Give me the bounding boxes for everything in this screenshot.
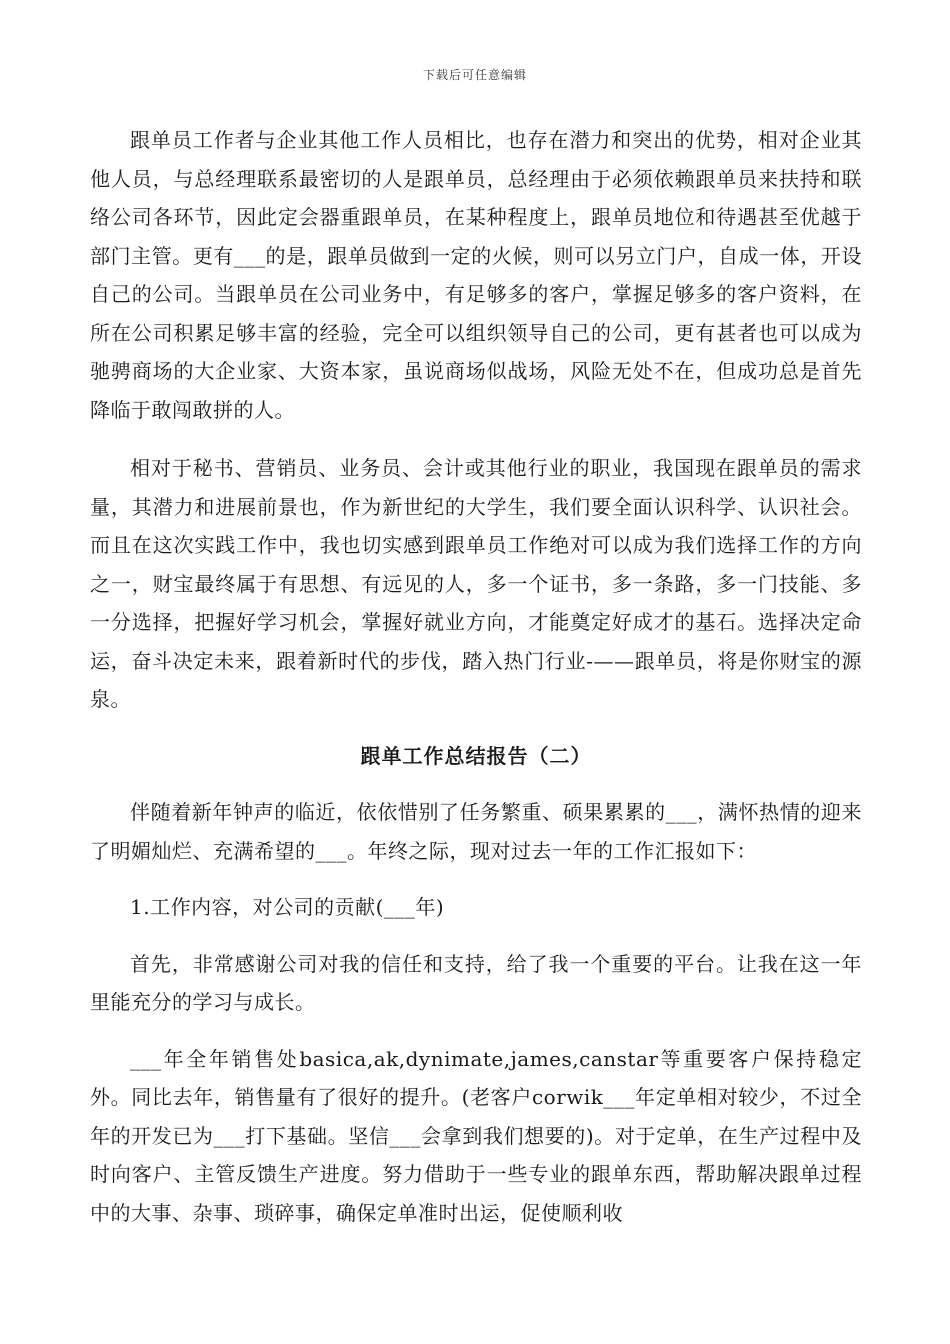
paragraph-advantages: 跟单员工作者与企业其他工作人员相比，也存在潜力和突出的优势，相对企业其他人员，与总经理联系最密切的人是跟单员，总经理由于必须依赖跟单员来扶持和联络公司各环节，因此定会器重跟单员，在某种程度上，跟单员地位和待遇甚至优越于部门主管。更有___的是，跟单员做到一定的火候，则可以另立门户，自成一体，开设自己的公司。当跟单员在公司业务中，有足够多的客户，掌握足够多的客户资料，在所在公司积累足够丰富的经验，完全可以组织领导自己的公司，更有甚者也可以成为驰骋商场的大企业家、大资本家，虽说商场似战场，风险无处不在，但成功总是首先降临于敢闯敢拼的人。 (90, 128, 862, 422)
page-header: 下载后可任意编辑 (422, 68, 527, 82)
section-title: 跟单工作总结报告（二） (360, 743, 592, 768)
paragraph-intro: 伴随着新年钟声的临近，依依惜别了任务繁重、硕果累累的___，满怀热情的迎来了明媚灿烂、充满希望的___。年终之际，现对过去一年的工作汇报如下： (90, 800, 862, 863)
paragraph-sales: ___年全年销售处basica,ak,dynimate,james,canstar等重要客户保持稳定外。同比去年，销售量有了很好的提升。(老客户corwik___年定单相对较少，不过全年的开发已为___打下基础。坚信___会拿到我们想要的)。对于定单，在生产过程中及时向客户、主管反馈生产进度。努力借助于一些专业的跟单东西，帮助解决跟单过程中的大事、杂事、琐碎事，确保定单准时出运，促使顺利收 (90, 1046, 862, 1225)
document-body (90, 121, 862, 1232)
paragraph-thanks: 首先，非常感谢公司对我的信任和支持，给了我一个重要的平台。让我在这一年里能充分的学习与成长。 (90, 951, 862, 1014)
paragraph-work-content-heading: 1.工作内容，对公司的贡献(___年) (130, 895, 445, 919)
paragraph-prospects: 相对于秘书、营销员、业务员、会计或其他行业的职业，我国现在跟单员的需求量，其潜力和进展前景也，作为新世纪的大学生，我们要全面认识科学、认识社会。而且在这次实践工作中，我也切实感到跟单员工作绝对可以成为我们选择工作的方向之一，财宝最终属于有思想、有远见的人，多一个证书，多一条路，多一门技能、多一分选择，把握好学习机会，掌握好就业方向，才能奠定好成才的基石。选择决定命运，奋斗决定未来，跟着新时代的步伐，踏入热门行业-——跟单员，将是你财宝的源泉。 (90, 456, 862, 711)
